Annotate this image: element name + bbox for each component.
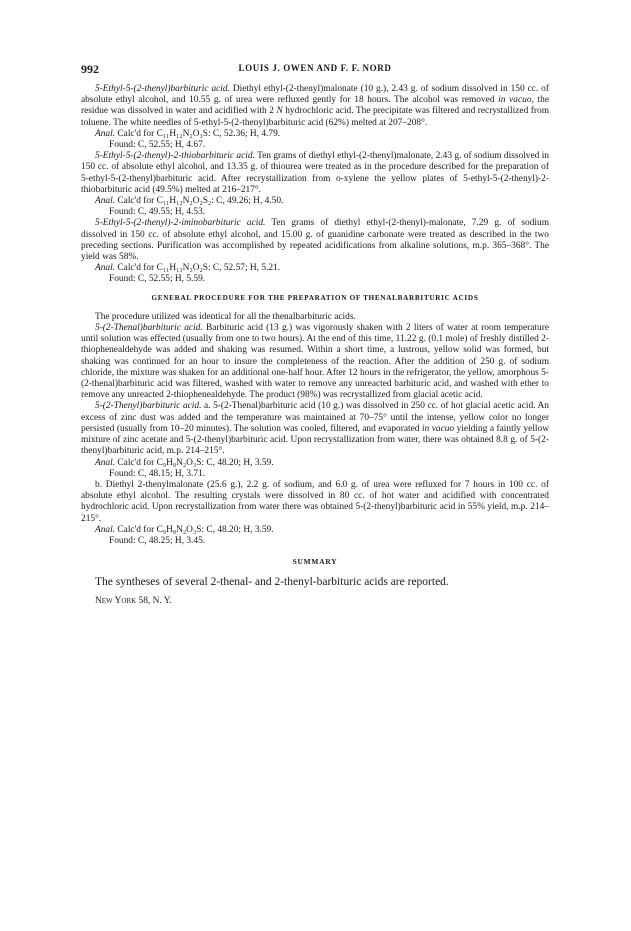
compound-title: 5-(2-Thenal)barbituric acid. [95,323,203,334]
paragraph-procedure-intro: The procedure utilized was identical for all the thenalbarbituric acids. [95,311,356,322]
analysis-calculated: Anal. Calc'd for C₉H₈N₂O₃S: C, 48.20; H, 3.59. [95,457,274,468]
analysis-found: Found: C, 48.15; H, 3.71. [109,468,206,479]
paragraph-thiobarbituric: 5-Ethyl-5-(2-thenyl)-2-thiobarbituric acid. Ten grams of diethyl ethyl-(2-thenyl)malonate, 2.43 g. of sodium dissolved in 150 cc. of absolute ethyl alcohol, and 13.35 g. of thiourea were treated as in the procedure described for the preparation of 5-ethyl-5-(2-thenyl)barbituric acid. After recrystallization from o-xylene the yellow plates of 5-ethyl-5-(2-thenyl)-2-thiobarbituric acid (49.5%) melted at 216–217°. [81,151,549,195]
analysis-found: Found: C, 49.55; H, 4.53. [109,207,206,218]
analysis-calculated: Anal. Calc'd for C₁₁H₁₂N₂O₃S: C, 52.36; H, 4.79. [95,128,281,139]
compound-title: 5-Ethyl-5-(2-thenyl)-2-thiobarbituric acid. [95,151,255,162]
compound-title: 5-Ethyl-5-(2-thenyl)barbituric acid. [95,84,230,94]
running-head-authors: LOUIS J. OWEN AND F. F. NORD [238,63,392,73]
summary-heading: SUMMARY [292,557,338,567]
compound-title: 5-Ethyl-5-(2-thenyl)-2-iminobarbituric acid. [95,218,266,229]
compound-title: 5-(2-Thenyl)barbituric acid. [95,401,202,412]
summary-text: The syntheses of several 2-thenal- and 2-thenyl-barbituric acids are reported. [95,576,449,589]
running-head [81,62,549,76]
author-address: New York 58, N. Y. [95,596,172,607]
analysis-calculated: Anal. Calc'd for C₁₁H₁₂N₂O₂S₂: C, 49.26; H, 4.50. [95,196,284,207]
analysis-calculated: Anal. Calc'd for C₉H₈N₂O₃S: C, 48.20; H, 3.59. [95,524,274,535]
article-body [81,84,549,608]
analysis-found: Found: C, 52.55; H, 5.59. [109,274,206,285]
paragraph-ethyl-thenyl-barbituric: 5-Ethyl-5-(2-thenyl)barbituric acid. Diethyl ethyl-(2-thenyl)malonate (10 g.), 2.43 g. of sodium dissolved in 150 cc. of absolute ethyl alcohol, and 10.55 g. of urea were refluxed gently for 18 hours. The alcohol was removed in vacuo, the residue was dissolved in water and acidified with 2 N hydrochloric acid. The precipitate was filtered and recrystallized from toluene. The white needles of 5-ethyl-5-(2-thenyl)barbituric acid (62%) melted at 207–208°. [81,84,549,128]
paragraph-iminobarbituric: 5-Ethyl-5-(2-thenyl)-2-iminobarbituric acid. Ten grams of diethyl ethyl-(2-thenyl)-malonate, 7.29 g. of sodium dissolved in 150 cc. of absolute ethyl alcohol, and 15.00 g. of guanidine carbonate were treated as described in the two preceding sections. Purification was accomplished by repeated acidifications from alkaline solutions, m.p. 365–368°. The yield was 58%. [81,218,550,263]
analysis-calculated: Anal. Calc'd for C₁₁H₁₃N₃O₂S: C, 52.57; H, 5.21. [95,263,281,274]
paragraph-thenyl-barbituric-a: 5-(2-Thenyl)barbituric acid. a. 5-(2-Thenal)barbituric acid (10 g.) was dissolved in 250 cc. of hot glacial acetic acid. An excess of zinc dust was added and the temperature was maintained at 70–75° until the intense, yellow color no longer persisted (usually from 10–20 minutes). The solution was cooled, filtered, and evaporated in vacuo yielding a faintly yellow mixture of zinc acetate and 5-(2-thenyl)barbituric acid. Upon recrystallization from water, there was obtained 8.8 g. of 5-(2-thenyl)barbituric acid, m.p. 214–215°. [81,401,549,457]
analysis-found: Found: C, 52.55; H, 4.67. [109,140,206,151]
section-heading: GENERAL PROCEDURE FOR THE PREPARATION OF THENALBARBITURIC ACIDS [151,293,479,302]
paragraph-thenyl-barbituric-b: b. Diethyl 2-thenylmalonate (25.6 g.), 2.2 g. of sodium, and 6.0 g. of urea were refluxed for 7 hours in 100 cc. of absolute ethyl alcohol. The resulting crystals were dissolved in 80 cc. of hot water and acidified with concentrated hydrochloric acid. Upon recrystallization from water there was obtained 5-(2-thenyl)barbituric acid in 55% yield, m.p. 214–215°. [81,479,549,524]
paragraph-thenal-barbituric: 5-(2-Thenal)barbituric acid. Barbituric acid (13 g.) was vigorously shaken with 2 liters of water at room temperature until solution was effected (usually from one to two hours). At the end of this time, 11.22 g. (0.1 mole) of freshly distilled 2-thiophenealdehyde was added and shaking was resumed. Within a short time, a lustrous, yellow solid was formed, but shaking was continued for an hour to insure the completeness of the reaction. After the addition of 250 g. of sodium chloride, the mixture was shaken for an additional one-half hour. After 12 hours in the refrigerator, the yellow, amorphous 5-(2-thenal)barbituric acid was filtered, washed with water to remove any unreacted barbituric acid, and washed with ether to remove any unreacted 2-thiophenealdehyde. The product (98%) was recrystallized from glacial acetic acid. [81,323,549,401]
page-number: 992 [81,62,99,76]
analysis-found: Found: C, 48.25; H, 3.45. [109,535,206,546]
